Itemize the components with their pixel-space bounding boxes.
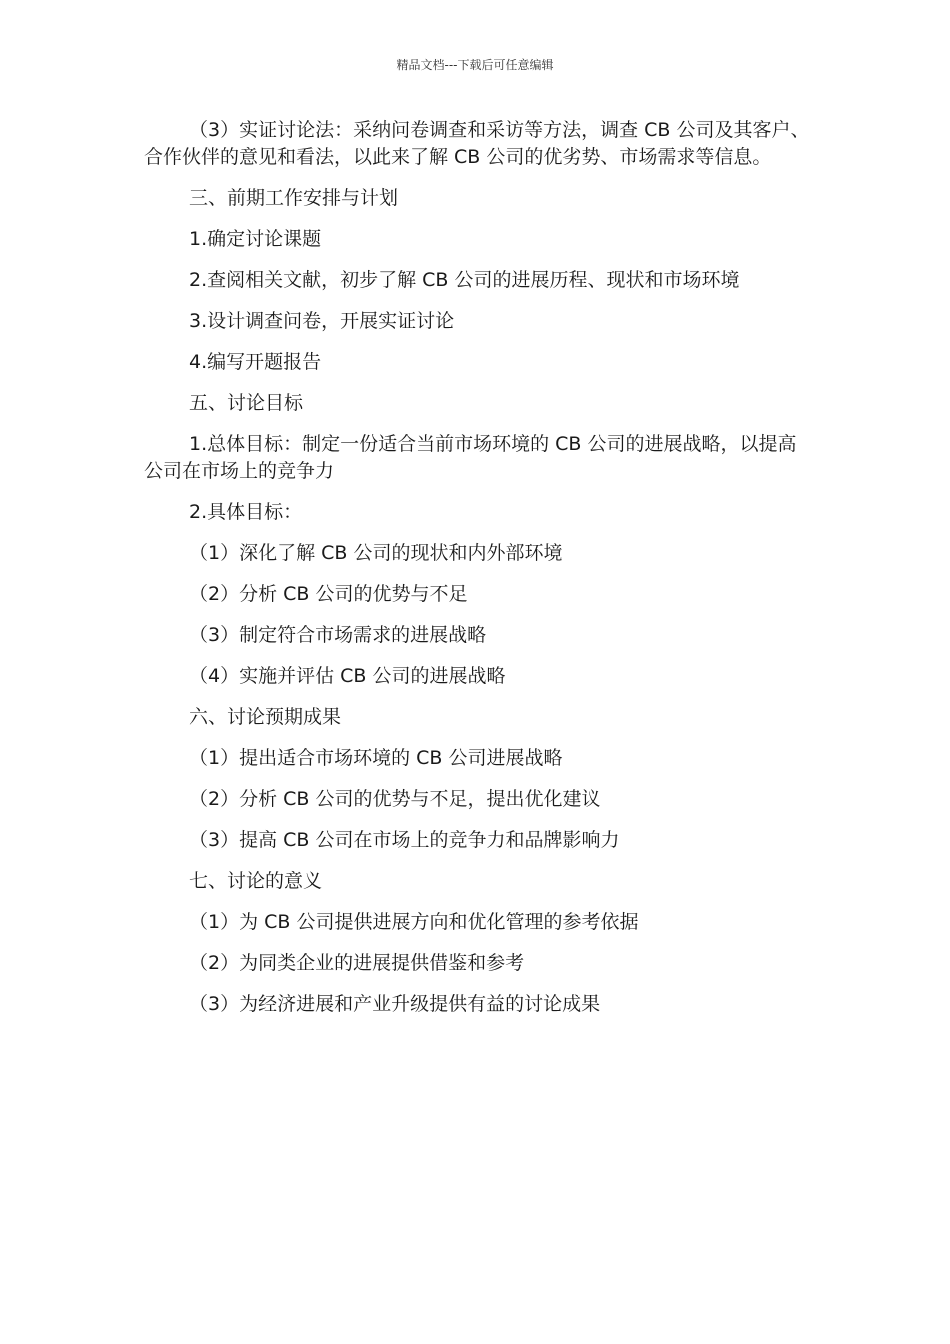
document-body [144,117,810,1032]
list-item: 1.确定讨论课题 [189,228,322,250]
paragraph-research-method-3: （3）实证讨论法：采纳问卷调查和采访等方法，调查 CB 公司及其客户、合作伙伴的意见和看法，以此来了解 CB 公司的优劣势、市场需求等信息。 [144,119,810,168]
sub-list-item: （4）实施并评估 CB 公司的进展战略 [189,665,506,687]
sub-list-item: （2）为同类企业的进展提供借鉴和参考 [189,952,525,974]
sub-list-item: （1）为 CB 公司提供进展方向和优化管理的参考依据 [189,911,639,933]
list-item: 2.查阅相关文献，初步了解 CB 公司的进展历程、现状和市场环境 [189,269,740,291]
sub-list-item: （1）提出适合市场环境的 CB 公司进展战略 [189,747,563,769]
section-heading-6: 六、讨论预期成果 [189,706,342,728]
section-heading-3: 三、前期工作安排与计划 [189,187,399,209]
sub-list-item: （3）为经济进展和产业升级提供有益的讨论成果 [189,993,601,1015]
sub-list-item: （1）深化了解 CB 公司的现状和内外部环境 [189,542,563,564]
section-heading-5: 五、讨论目标 [189,392,304,414]
list-item: 2.具体目标： [189,501,303,523]
sub-list-item: （3）提高 CB 公司在市场上的竞争力和品牌影响力 [189,829,620,851]
sub-list-item: （2）分析 CB 公司的优势与不足 [189,583,468,605]
list-item: 3.设计调查问卷，开展实证讨论 [189,310,455,332]
section-heading-7: 七、讨论的意义 [189,870,323,892]
sub-list-item: （2）分析 CB 公司的优势与不足，提出优化建议 [189,788,601,810]
page-header: 精品文档---下载后可任意编辑 [396,58,554,72]
list-item: 4.编写开题报告 [189,351,322,373]
sub-list-item: （3）制定符合市场需求的进展战略 [189,624,487,646]
paragraph-overall-goal: 1.总体目标：制定一份适合当前市场环境的 CB 公司的进展战略，以提高公司在市场上的竞争力 [144,433,797,482]
